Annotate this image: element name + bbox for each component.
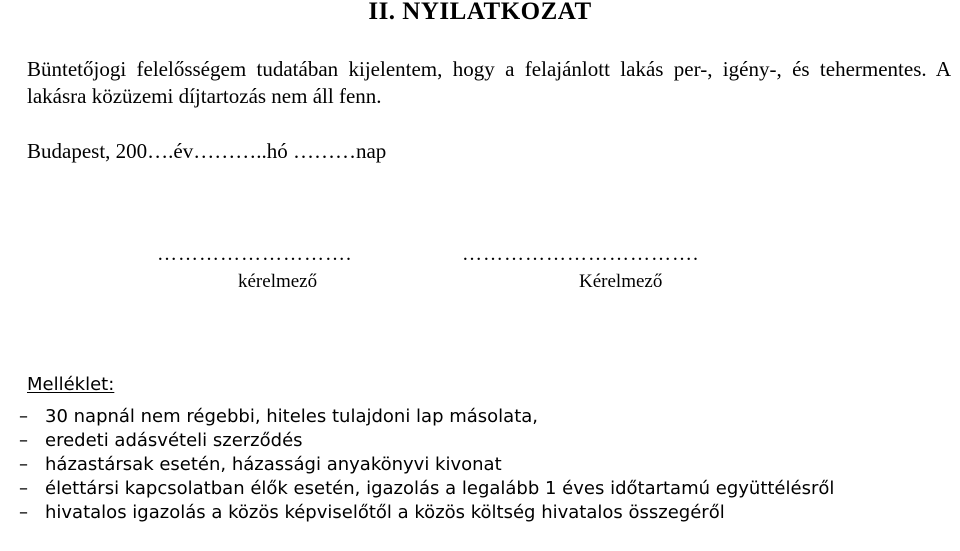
place-date-line: Budapest, 200….év………..hó ………nap — [27, 139, 387, 163]
dash-bullet: – — [19, 478, 28, 499]
dash-bullet: – — [19, 502, 28, 523]
list-item — [19, 405, 834, 429]
list-item — [19, 429, 834, 453]
list-item — [19, 453, 834, 477]
list-item — [19, 501, 834, 525]
list-item-text: élettársi kapcsolatban élők esetén, igazolás a legalább 1 éves időtartamú együttélésről — [45, 478, 835, 499]
list-item-text: házastársak esetén, házassági anyakönyvi kivonat — [45, 454, 502, 475]
signature-line-right: ……………………………. — [462, 243, 699, 265]
list-item — [19, 477, 834, 501]
list-item-text: hivatalos igazolás a közös képviselőtől a közös költség hivatalos összegéről — [45, 502, 725, 523]
attachments-list — [19, 405, 834, 525]
document-heading: II. NYILATKOZAT — [368, 0, 592, 25]
attachments-title: Melléklet: — [27, 374, 115, 395]
dash-bullet: – — [19, 406, 28, 427]
signature-label-right: Kérelmező — [579, 271, 663, 292]
signature-line-left: ………………………. — [157, 243, 352, 265]
dash-bullet: – — [19, 430, 28, 451]
list-item-text: 30 napnál nem régebbi, hiteles tulajdoni lap másolata, — [45, 406, 539, 427]
declaration-paragraph: Büntetőjogi felelősségem tudatában kijelentem, hogy a felajánlott lakás per-, igény-, és tehermentes. A lakásra közüzemi díjtartozás nem áll fenn. — [27, 57, 951, 108]
list-item-text: eredeti adásvételi szerződés — [45, 430, 303, 451]
signature-label-left: kérelmező — [238, 271, 318, 292]
dash-bullet: – — [19, 454, 28, 475]
